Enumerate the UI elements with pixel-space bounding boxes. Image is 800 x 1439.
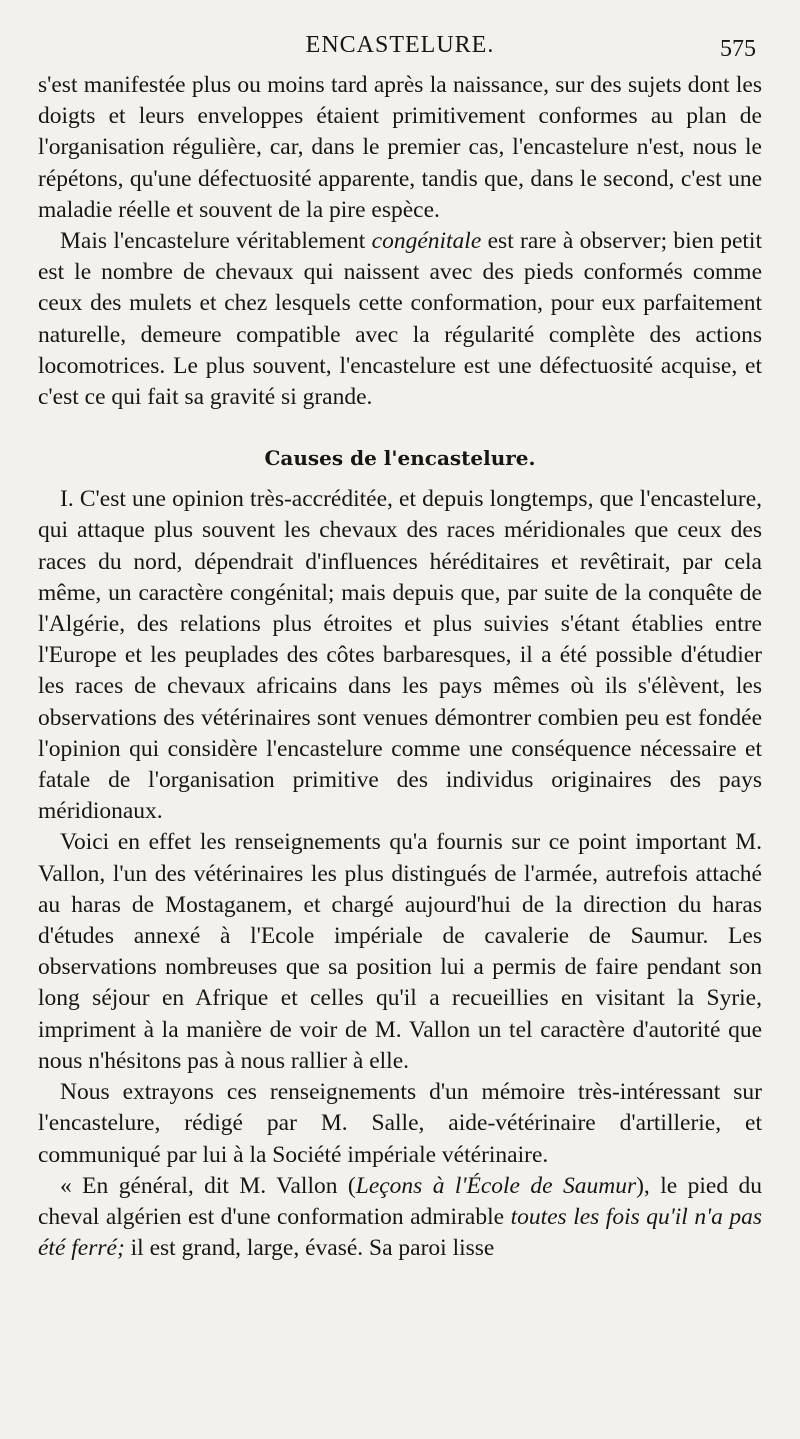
quote-part-a: « En général, dit M. Vallon ( — [60, 1172, 356, 1199]
paragraph-quote — [38, 1171, 762, 1265]
section-heading: Causes de l'encastelure. — [264, 446, 536, 471]
paragraph-congenital — [38, 226, 762, 413]
running-head — [38, 30, 762, 70]
quote-part-c: ), le pied du cheval algérien est d'une conformation admirable — [38, 1172, 762, 1230]
quote-part-e: il est grand, large, évasé. Sa paroi lisse — [124, 1235, 495, 1262]
paragraph-vallon: Voici en effet les renseignements qu'a fournis sur ce point important M. Vallon, l'un des vétérinaires les plus distingués de l'armée, autrefois attaché au haras de Mostaganem, et chargé aujourd'hui de la direction du haras d'études annexé à l'Ecole impériale de cavalerie de Saumur. Les observations nombreuses que sa position lui a permis de faire pendant son long séjour en Afrique et celles qu'il a recueillies en visitant la Syrie, impriment à la manière de voir de M. Vallon un tel caractère d'autorité que nous n'hésitons pas à nous rallier à elle. — [38, 829, 762, 1074]
italic-congenitale: congénitale — [371, 228, 482, 255]
running-title: ENCASTELURE. — [305, 32, 495, 58]
paragraph-continued: s'est manifestée plus ou moins tard après la naissance, sur des sujets dont les doigts et leurs enveloppes étaient primitivement conformes au plan de l'organisation régulière, car, dans le premier cas, l'encastelure n'est, nous le répétons, qu'une défectuosité apparente, tandis que, dans le second, c'est une maladie réelle et souvent de la pire espèce. — [38, 72, 762, 223]
quote-italic-ferre: toutes les fois qu'il n'a pas été ferré; — [38, 1203, 762, 1262]
quote-italic-lecons: Leçons à l'École de Saumur — [355, 1172, 637, 1199]
paragraph-congenital-before: Mais l'encastelure véritablement — [60, 228, 372, 255]
page-number: 575 — [720, 36, 756, 62]
paragraph-congenital-after: est rare à observer; bien petit est le nombre de chevaux qui naissent avec des pieds conformés comme ceux des mulets et chez lesquels cette conformation, pour eux parfaitement naturelle, demeure compatible avec la régularité complète des actions locomotrices. Le plus souvent, l'encastelure est une défectuosité acquise, et c'est ce qui fait sa gravité si grande. — [38, 228, 762, 411]
paragraph-opinion: I. C'est une opinion très-accréditée, et depuis longtemps, que l'encastelure, qui attaque plus souvent les chevaux des races méridionales que ceux des races du nord, dépendrait d'influences héréditaires et revêtirait, par cela même, un caractère congénital; mais depuis que, par suite de la conquête de l'Algérie, des relations plus étroites et plus suivies s'étant établies entre l'Europe et les peuplades des côtes barbaresques, il a été possible d'étudier les races de chevaux africains dans les pays mêmes où ils s'élèvent, les observations des vétérinaires sont venues démontrer combien peu est fondée l'opinion qui considère l'encastelure comme une conséquence nécessaire et fatale de l'organisation primitive des individus originaires des pays méridionaux. — [38, 486, 762, 825]
body-text — [38, 70, 762, 1264]
paragraph-salle: Nous extrayons ces renseignements d'un mémoire très-intéressant sur l'encastelure, rédigé par M. Salle, aide-vétérinaire d'artillerie, et communiqué par lui à la Société impériale vétérinaire. — [38, 1079, 762, 1168]
